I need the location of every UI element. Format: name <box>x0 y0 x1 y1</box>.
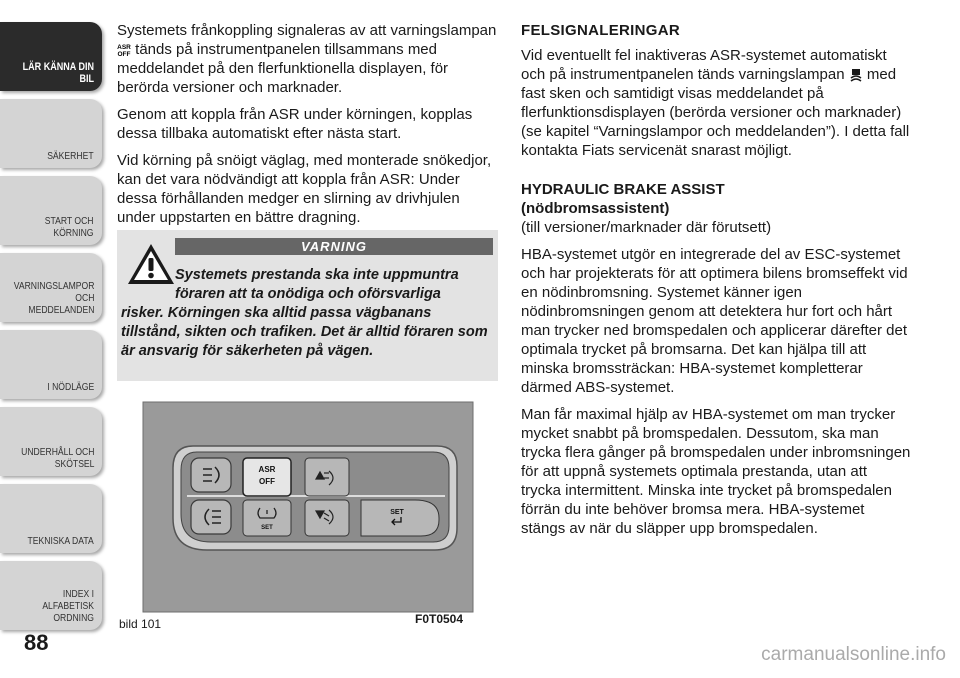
paragraph-text: med fast sken och samtidigt visas meddelandet på flerfunktionsdisplayen (berörda versioner och marknader) (se kapitel “Varningslampor och meddelanden”). I detta fall kontakta Fiats servicenät snarast möjligt. <box>521 66 910 159</box>
esc-warning-light-icon <box>849 67 863 83</box>
tab-underhall[interactable] <box>0 407 102 476</box>
tab-sakerhet[interactable] <box>0 99 102 168</box>
tab-label: UNDERHÅLL OCH SKÖTSEL <box>20 446 94 470</box>
paragraph-text: Vid eventuellt fel inaktiveras ASR-systemet automatiskt och på instrumentpanelen tänds varningslampan <box>521 47 887 83</box>
paragraph: Man får maximal hjälp av HBA-systemet om man trycker mycket snabbt på bromspedalen. Dessutom, ska man trycka flera gånger på bromspedalen under inbromsningen för att uppnå systemets optimala prestanda, utan att trycka intermittent. Minska inte trycket på bromspedalen förrän du inte behöver bromsa mera. HBA-systemet stängs av när du släpper upp bromspedalen. <box>521 406 911 537</box>
page-number: 88 <box>24 630 49 655</box>
heading-subtitle: (till versioner/marknader där förutsett) <box>521 219 772 236</box>
paragraph: Genom att koppla från ASR under körningen, kopplas dessa tillbaka automatiskt efter nästa start. <box>117 106 473 142</box>
heading-line-1: HYDRAULIC BRAKE ASSIST <box>521 181 725 198</box>
tab-label: I NÖDLÄGE <box>47 381 94 393</box>
section-heading-hba <box>521 180 911 218</box>
dashboard-switch-panel-illustration <box>115 400 498 615</box>
tab-i-nodlage[interactable] <box>0 330 102 399</box>
figure-bild-101 <box>115 400 498 638</box>
chapter-tabs <box>0 22 102 638</box>
tab-index[interactable] <box>0 561 102 630</box>
tab-lar-kanna-din-bil[interactable] <box>0 22 102 91</box>
paragraph <box>521 46 911 160</box>
tab-tekniska-data[interactable] <box>0 484 102 553</box>
section-heading-felsignaleringar: FELSIGNALERINGAR <box>521 22 680 39</box>
tab-label: TEKNISKA DATA <box>27 535 94 547</box>
warning-text-first: Systemets prestanda ska inte uppmuntra föraren att ta onödiga och oförsvarliga <box>175 267 459 302</box>
warning-text <box>121 266 491 361</box>
paragraph <box>117 21 497 97</box>
figure-code: F0T0504 <box>415 612 464 626</box>
set-button-label: SET <box>390 509 404 516</box>
left-column <box>117 21 497 235</box>
watermark: carmanualsonline.info <box>761 644 946 665</box>
heading-line-2: (nödbromsassistent) <box>521 200 670 217</box>
svg-text:ASR: ASR <box>117 44 131 52</box>
tab-label: SÄKERHET <box>47 150 94 162</box>
tab-label: VARNINGSLAMPOR OCH MEDDELANDEN <box>13 280 94 316</box>
paragraph: HBA-systemet utgör en integrerade del av ESC-systemet och har projekterats för att optimera bilens bromseffekt vid en nödinbromsning. Systemet känner igen nödinbromsningen genom att detektera hur fort och hårt man trycker ned bromspedalen och applicerar därefter det optimala trycket på bromsarna. Det kan hjälpa till att minska bromssträckan: HBA-systemet kompletterar därmed ABS-systemet. <box>521 246 908 396</box>
paragraph-text: Systemets frånkoppling signaleras av att varningslampan <box>117 22 497 39</box>
tab-label: START OCH KÖRNING <box>45 215 94 239</box>
warning-heading: VARNING <box>175 238 493 255</box>
tab-label: LÄR KÄNNA DIN BIL <box>22 61 94 85</box>
warning-box <box>117 230 498 381</box>
warning-text-rest: risker. Körningen ska alltid passa vägbanans tillstånd, sikten och trafiken. Det är alltid föraren som är ansvarig för säkerheten på vägen. <box>121 305 488 359</box>
tab-label: INDEX I ALFABETISK ORDNING <box>42 588 94 624</box>
paragraph: Vid körning på snöigt väglag, med monterade snökedjor, kan det vara nödvändigt att koppla från ASR: Under dessa förhållanden medger en slirning av drivhjulen under uppstarten en bättre dragning. <box>117 152 492 226</box>
tab-start-och-korning[interactable] <box>0 176 102 245</box>
tpms-set-label: SET <box>261 525 273 531</box>
right-column <box>521 21 911 546</box>
svg-text:OFF: OFF <box>117 51 131 59</box>
asr-off-icon <box>117 42 131 58</box>
paragraph-text: tänds på instrumentpanelen tillsammans med meddelandet på den flerfunktionella displayen, för berörda versioner och marknader. <box>117 41 449 96</box>
figure-caption: bild 101 <box>119 617 162 631</box>
asr-button-label-1: ASR <box>258 465 276 474</box>
tab-varningslampor[interactable] <box>0 253 102 322</box>
asr-button-label-2: OFF <box>259 477 275 486</box>
